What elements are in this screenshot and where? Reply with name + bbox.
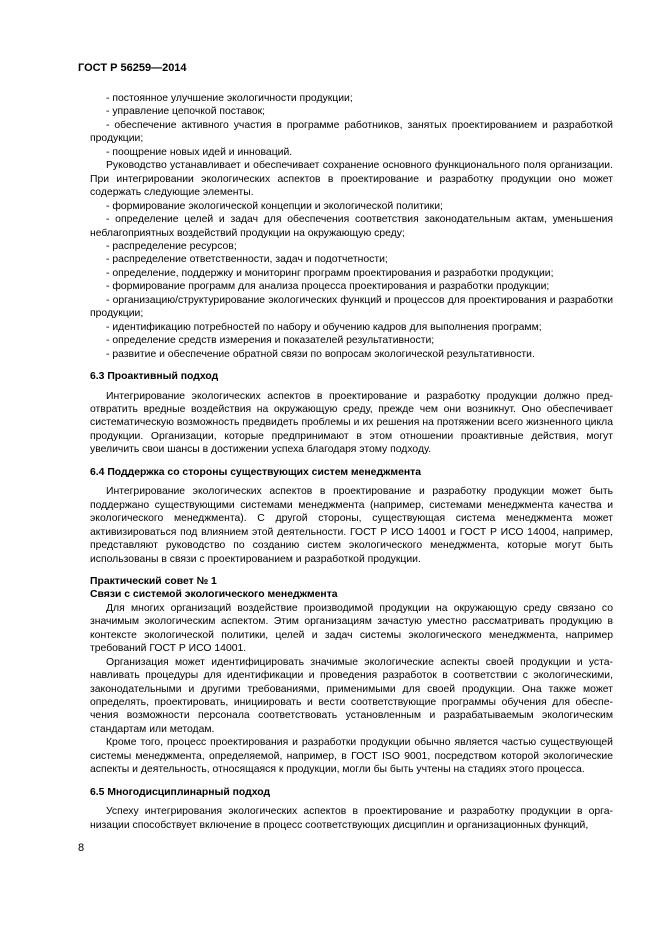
tip-paragraph: Кроме того, процесс проектирования и разработки продукции обычно является частью существующей системы менеджмента, определяемой, например, в ГОСТ ISO 9001, посредством которой экологические аспекты и деятельность, относящаяся к продукции, могли бы быть учтены на стадиях этого процесса. [90,737,613,776]
list-item: - распределение ресурсов; [106,240,237,252]
practical-tip-box [90,575,613,777]
section-heading-6-4: 6.4 Поддержка со стороны существующих систем менеджмента [90,466,422,478]
list-item: - определение целей и задач для обеспечения соответствия законодательным актам, уменьшения неблагоприятных воздействий продукции на окружающую среду; [90,214,613,239]
list-item: - обеспечение активного участия в программе работников, занятых проектированием и разработкой продукции; [90,119,613,145]
section-text-6-3: Интегрирование экологических аспектов в проектирование и разработку продукции должно предотвратить вредные воздействия на окружающую среду, прежде чем они возникнут. Оно обеспечивает систематическую возможность предвидеть проблемы и их решения на протяжении всего жизненного цикла продукции. Организации, которые предпринимают в этом отношении проактивные действия, могут увеличить свои шансы в достижении успеха благодаря этому подходу. [90,390,613,456]
list-item: - поощрение новых идей и инноваций. [106,146,293,158]
list-item: - формирование экологической концепции и экологической политики; [106,200,443,212]
tip-paragraph: Организация может идентифицировать значимые экологические аспекты своей продукции и устанавливать процедуры для идентификации и проведения разработок в соответствии с экологическими, законодательными и другими требованиями, применимыми для своей продукции. Она также может определять, проектировать, инициировать и вести соответствующие программы обучения для обеспечения возможности персонала соответствовать установленным и разрабатываемым экологическим стандартам или методам. [90,656,613,735]
tip-subtitle: Связи с системой экологического менеджмента [90,589,338,601]
list-item: - определение средств измерения и показателей результативности; [106,335,435,347]
list-item: - формирование программ для анализа процесса проектирования и разработки продукции; [106,281,550,293]
list-item: - определение, поддержку и мониторинг программ проектирования и разработки продукции; [106,267,554,279]
list-item: - постоянное улучшение экологичности продукции; [106,93,353,104]
page-number: 8 [78,842,85,854]
page-content [90,92,613,832]
list-item: - идентификацию потребностей по набору и обучению кадров для выполнения программ; [106,321,542,333]
tip-title: Практический совет № 1 [90,575,217,587]
tip-paragraph: Для многих организаций воздействие производимой продукции на окружающую среду связано со значимым экологическим аспектом. Этим организациям зачастую уместно рассматривать продукцию в контексте экологической политики, целей и задач системы экологического менеджмента, например требований ГОСТ Р ИСО 14001. [90,602,613,655]
list-item: - организацию/структурирование экологических функций и процессов для проектирования и разработки продукции; [90,294,613,320]
paragraph-guidance: Руководство устанавливает и обеспечивает сохранение основного функционального поля организации. При интегрировании экологических аспектов в проектирование и разработку продукции оно может содержать следующие элементы. [90,160,613,199]
section-heading-6-5: 6.5 Многодисциплинарный подход [90,786,271,798]
list-item: - развитие и обеспечение обратной связи по вопросам экологической результативности. [106,348,535,360]
section-text-6-5: Успеху интегрирования экологических аспектов в проектирование и разработку продукции в организации способствует включение в процесс соответствующих дисциплин и организационных функций, [90,806,613,831]
list-item: - распределение ответственности, задач и подотчетности; [106,254,388,266]
section-text-6-4: Интегрирование экологических аспектов в проектирование и разработку продукции может быть поддержано существующими системами менеджмента (например, системами менеджмента качества и экологического менеджмента). С другой стороны, существующая система менеджмента может активизироваться под влиянием этой деятельности. ГОСТ Р ИСО 14001 и ГОСТ Р ИСО 14004, например, представляют руководство по созданию систем экологического менеджмента, которые могут быть использованы в связи с проектированием и разработкой продукции. [90,486,613,565]
section-heading-6-3: 6.3 Проактивный подход [90,371,219,383]
list-item: - управление цепочкой поставок; [106,106,266,118]
document-header: ГОСТ Р 56259—2014 [78,62,187,74]
